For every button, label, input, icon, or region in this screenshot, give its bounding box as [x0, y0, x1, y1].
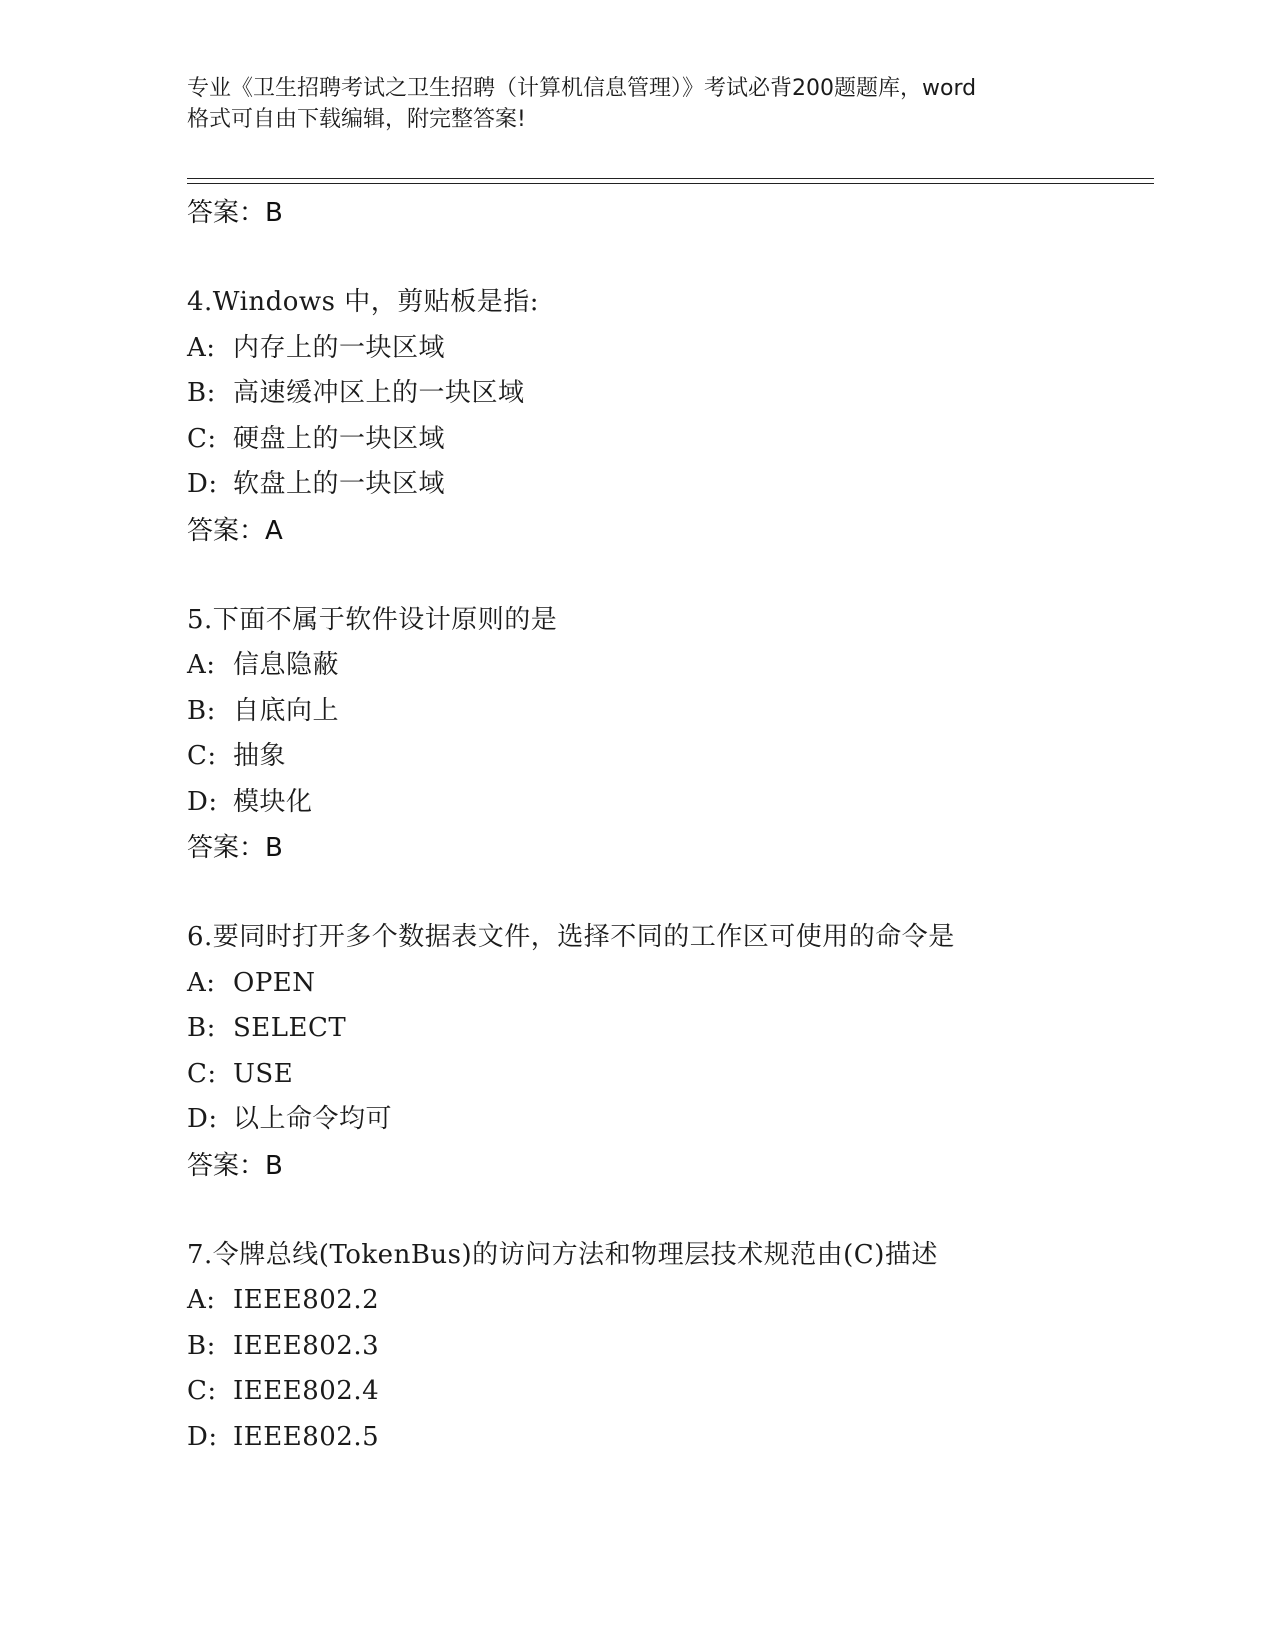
question-6 [187, 915, 1147, 1189]
option-text: 以上命令均可 [233, 1104, 393, 1134]
option-a [187, 326, 1147, 372]
option-text: SELECT [233, 1013, 347, 1043]
option-a [187, 643, 1147, 689]
option-text: USE [233, 1058, 294, 1089]
option-text: OPEN [233, 967, 316, 998]
question-5 [187, 598, 1147, 872]
question-7 [187, 1233, 1147, 1461]
option-letter: A: [187, 650, 216, 680]
option-letter: D: [187, 469, 218, 499]
option-letter: D: [187, 1104, 218, 1134]
option-d [187, 1097, 1147, 1143]
option-c [187, 1369, 1147, 1415]
option-c [187, 734, 1147, 780]
header-title-line-2: 格式可自由下载编辑，附完整答案! [187, 107, 526, 132]
option-letter: A: [187, 332, 216, 363]
option-b [187, 1324, 1147, 1370]
question-list [187, 190, 1147, 1460]
option-text: 自底向上 [233, 695, 340, 726]
option-text: 模块化 [233, 786, 313, 817]
answer-line: 答案：A [187, 515, 283, 546]
option-text: IEEE802.5 [233, 1421, 380, 1452]
option-text: IEEE802.4 [233, 1376, 380, 1406]
question-title: 7.令牌总线(TokenBus)的访问方法和物理层技术规范由(C)描述 [187, 1239, 938, 1270]
page-header [187, 73, 1087, 135]
option-letter: D: [187, 786, 218, 817]
option-b [187, 1006, 1147, 1052]
option-a [187, 961, 1147, 1007]
option-c [187, 417, 1147, 463]
header-divider-top [187, 178, 1154, 179]
option-letter: B: [187, 1013, 216, 1043]
question-title: 6.要同时打开多个数据表文件，选择不同的工作区可使用的命令是 [187, 922, 955, 952]
option-text: IEEE802.3 [233, 1330, 380, 1361]
option-letter: C: [187, 741, 217, 771]
option-d [187, 1415, 1147, 1461]
option-text: 软盘上的一块区域 [233, 469, 446, 499]
answer-line: 答案：B [187, 198, 283, 228]
option-text: 硬盘上的一块区域 [233, 423, 446, 454]
header-divider-bottom [187, 183, 1154, 184]
option-text: 抽象 [233, 741, 287, 771]
option-text: 内存上的一块区域 [233, 332, 446, 363]
option-letter: D: [187, 1421, 218, 1452]
question-4 [187, 280, 1147, 554]
option-letter: B: [187, 1330, 216, 1361]
option-letter: B: [187, 695, 216, 726]
option-text: 信息隐蔽 [233, 650, 340, 680]
header-title-line-1: 专业《卫生招聘考试之卫生招聘（计算机信息管理）》考试必背200题题库，word [187, 76, 977, 101]
option-d [187, 780, 1147, 826]
question-title: 4.Windows 中，剪贴板是指: [187, 287, 540, 317]
option-letter: C: [187, 1058, 217, 1089]
option-letter: C: [187, 423, 217, 454]
option-letter: A: [187, 1285, 216, 1315]
option-c [187, 1052, 1147, 1098]
answer-line: 答案：B [187, 1150, 283, 1181]
option-text: IEEE802.2 [233, 1285, 380, 1315]
answer-line: 答案：B [187, 833, 283, 863]
option-letter: B: [187, 378, 216, 408]
option-a [187, 1278, 1147, 1324]
option-letter: A: [187, 967, 216, 998]
question-title: 5.下面不属于软件设计原则的是 [187, 604, 558, 635]
option-letter: C: [187, 1376, 217, 1406]
option-b [187, 371, 1147, 417]
option-b [187, 689, 1147, 735]
option-text: 高速缓冲区上的一块区域 [233, 378, 525, 408]
option-d [187, 462, 1147, 508]
